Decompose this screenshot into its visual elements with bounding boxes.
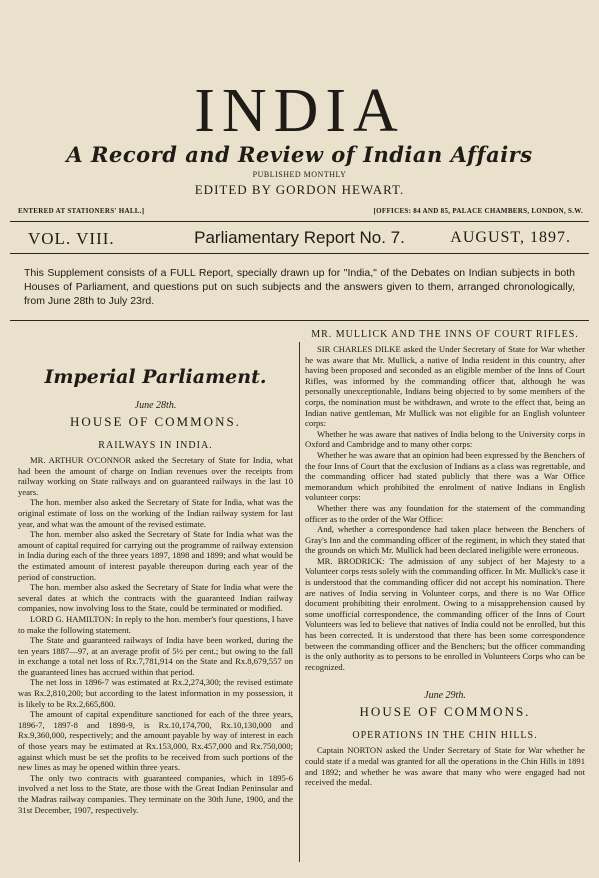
- offices-address: [OFFICES: 84 AND 85, PALACE CHAMBERS, LONDON, S.W.: [373, 207, 583, 215]
- section-heading: RAILWAYS IN INDIA.: [98, 440, 213, 451]
- editor-line: EDITED BY GORDON HEWART.: [194, 182, 405, 197]
- sitting-date: June 28th.: [134, 400, 177, 411]
- spacer: [305, 672, 585, 690]
- paragraph: SIR CHARLES DILKE asked the Under Secretary of State for War whether he was aware that Mr. Mullick, a native of India resident in this country, after having been proposed and seconded as an eligible member of the Inns of Court Rifles, was informed by the commanding officer that, although he was personally unexceptionable, Indians being objected to by some members of the corps, the nomination must be withdrawn, and wrote to the effect that, being an Indian native gentleman, Mr Mullick was not eligible for an English volunteer corps:: [305, 344, 585, 429]
- imperial-parliament-heading: Imperial Parliament.: [44, 366, 267, 388]
- paragraph: The hon. member also asked the Secretary of State for India what was the amount of capital required for carrying out the programme of railway extension in India during each of the three years 1897, 1898 and 1899; and what would be the estimated amount of interest payable thereupon during each year of the period of construction.: [18, 529, 293, 582]
- column-divider: [299, 342, 300, 862]
- house-heading: HOUSE OF COMMONS.: [70, 414, 241, 429]
- paragraph: MR. ARTHUR O'CONNOR asked the Secretary of State for India, what had been the amount of charge on Indian revenues over the receipts from railway working on State railways and on guaranteed railways in the last 10 years.: [18, 455, 293, 497]
- paragraph: The only two contracts with guaranteed companies, which in 1895-6 involved a net loss to the State, are those with the Great Indian Peninsular and the Madras railway companies. They terminate on the 30th June, 1900, and the 31st December, 1907, respectively.: [18, 772, 293, 815]
- house-heading: HOUSE OF COMMONS.: [359, 704, 531, 720]
- right-column: [305, 329, 585, 788]
- paragraph: Whether he was aware that natives of India belong to the University corps in Oxford and Cambridge and to many other corps:: [305, 428, 585, 450]
- sitting-date: June 29th.: [424, 690, 466, 702]
- paragraph: MR. BRODRICK: The admission of any subject of her Majesty to a Volunteer corps rests solely with the commanding officer. In Mr. Mullick's case it is understood that the commanding officer did not accept his nomination. There are natives of India serving in Volunteer corps, and there is no War Office document prohibiting their enrolment. Owing to a misapprehension caused by some unofficial correspondence, the commanding officer of the Inns of Court Volunteers was led to believe that natives of India could not be enrolled, but this has been corrected. It is understood that there has been some correspondence between the commanding officer and the Benchers; but the officer commanding is the only authority as to persons to be enrolled in Volunteers Corps who can be recognized.: [305, 555, 585, 672]
- paragraph: Captain NORTON asked the Under Secretary of State for War whether he could state if a medal was granted for all the operations in the Chin Hills in 1891 and 1892; and whether he was aware that many who were engaged had not received the medal.: [305, 745, 585, 788]
- volume-number: VOL. VIII.: [28, 229, 115, 248]
- paragraph: The net loss in 1896-7 was estimated at Rx.2,274,300; the revised estimate was Rx.2,810,200; but according to the latest information in my possession, it is likely to be Rx.2,665,800.: [18, 677, 293, 709]
- paragraph: And, whether a correspondence had taken place between the Benchers of Gray's Inn and the commanding officer of the regiment, in which they stated that the grounds on which Mr. Mullick had been declared ineligible were erroneous.: [305, 524, 585, 556]
- paragraph: The amount of capital expenditure sanctioned for each of the three years, 1896-7, 1897-8 and 1898-9, is Rx.10,174,700, Rx.10,130,000 and Rx.9,360,000, respectively; and the amount payable by way of interest in each of those years may be estimated at Rx.153,000, Rx.457,000 and Rx.750,000; against which must be set the profits to be received from such portions of the new lines as may be opened within three years.: [18, 709, 293, 773]
- entered-stationers-hall: ENTERED AT STATIONERS' HALL.]: [18, 207, 145, 215]
- section-heading: MR. MULLICK AND THE INNS OF COURT RIFLES.: [311, 329, 579, 340]
- paragraph: Whether there was any foundation for the statement of the commanding officer as to the order of the War Office:: [305, 502, 585, 524]
- paragraph: The hon. member also asked the Secretary of State for India, what was the original estimate of loss on the working of the Indian railway system for last year, and what was the amount of the revised estimate.: [18, 497, 293, 529]
- paragraph: LORD G. HAMILTON: In reply to the hon. member's four questions, I have to make the following statement.: [18, 613, 293, 635]
- issue-date: AUGUST, 1897.: [450, 229, 571, 246]
- masthead-subtitle: A Record and Review of Indian Affairs: [66, 142, 533, 167]
- paragraph: The hon. member also asked the Secretary of State for India what were the several dates at which the contracts with the guaranteed Indian railway companies, now involving loss to the State, could be terminated or modified.: [18, 582, 293, 614]
- publication-frequency: PUBLISHED MONTHLY: [252, 170, 347, 179]
- supplement-notice: This Supplement consists of a FULL Report, specially drawn up for "India," of the Debates on Indian subjects in both Houses of Parliament, and questions put on such subjects and the answers given to them, arranged chronologically, from June 28th to July 23rd.: [24, 267, 575, 307]
- paragraph: Whether he was aware that an opinion had been expressed by the Benchers of the four Inns of Court that the exclusion of Indians as a class was regrettable, and the commanding officer had stated publicly that there was a War Office memorandum which prohibited the enrolment of native Indians in English volunteer corps:: [305, 449, 585, 503]
- header-rule-top: [10, 221, 589, 222]
- paragraph: The State and guaranteed railways of India have been worked, during the ten years 1887—97, at an average profit of 5½ per cent.; but owing to the fall in exchange a total net loss of Rx.7,781,914 on the State and Rx.8,679,557 on the guaranteed lines has accrued within that period.: [18, 635, 293, 677]
- report-title: Parliamentary Report No. 7.: [194, 228, 405, 247]
- section-heading: OPERATIONS IN THE CHIN HILLS.: [352, 730, 538, 742]
- masthead-title: INDIA: [194, 77, 405, 145]
- left-column: [18, 346, 293, 815]
- header-rule-bottom: [10, 253, 589, 254]
- notice-rule: [10, 320, 589, 321]
